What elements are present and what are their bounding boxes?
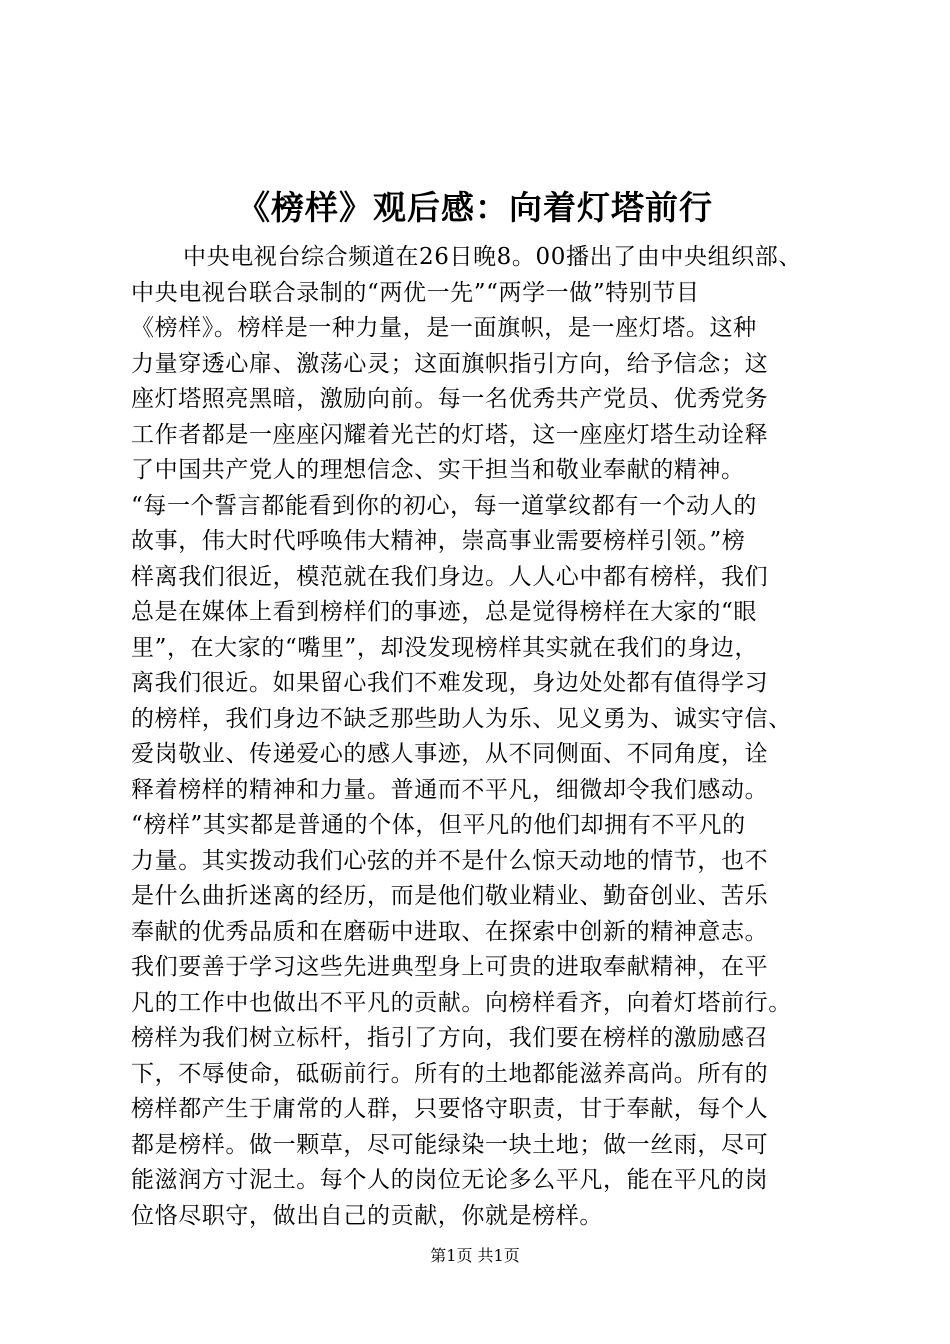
body-line: 中央电视台综合频道在26日晚8。00播出了由中央组织部、	[183, 244, 802, 270]
body-line: 力量。其实拨动我们心弦的并不是什么惊天动地的情节，也不	[131, 847, 769, 874]
article-body	[131, 240, 831, 1234]
body-line: 了中国共产党人的理想信念、实干担当和敬业奉献的精神。	[131, 457, 745, 483]
body-line: 《榜样》。榜样是一种力量，是一面旗帜，是一座灯塔。这种	[131, 315, 757, 341]
body-line: 里”，在大家的“嘴里”，却没发现榜样其实就在我们的身边，	[131, 634, 759, 661]
body-line: 座灯塔照亮黑暗，激励向前。每一名优秀共产党员、优秀党务	[131, 386, 769, 412]
body-line: 样离我们很近，模范就在我们身边。人人心中都有榜样，我们	[131, 563, 769, 590]
body-line: 奉献的优秀品质和在磨砺中进取、在探索中创新的精神意志。	[131, 918, 769, 945]
body-line: 下，不辱使命，砥砺前行。所有的土地都能滋养高尚。所有的	[131, 1060, 769, 1087]
body-line: 离我们很近。如果留心我们不难发现，身边处处都有值得学习	[131, 670, 769, 696]
body-line: 能滋润方寸泥土。每个人的岗位无论多么平凡，能在平凡的岗	[131, 1167, 769, 1193]
body-line: “每一个誓言都能看到你的初心，每一道掌纹都有一个动人的	[131, 492, 757, 519]
body-line: 位恪尽职守，做出自己的贡献，你就是榜样。	[131, 1202, 603, 1229]
body-line: 榜样都产生于庸常的人群，只要恪守职责，甘于奉献，每个人	[131, 1096, 769, 1122]
page-footer: 第1页 共1页	[430, 1246, 520, 1265]
body-line: 故事，伟大时代呼唤伟大精神，崇高事业需要榜样引领。”榜	[131, 528, 746, 554]
body-line: 释着榜样的精神和力量。普通而不平凡，细微却令我们感动。	[131, 776, 769, 803]
body-line: 都是榜样。做一颗草，尽可能绿染一块土地；做一丝雨，尽可	[131, 1131, 769, 1158]
document-title: 《榜样》观后感：向着灯塔前行	[237, 188, 713, 227]
body-line: 总是在媒体上看到榜样们的事迹，总是觉得榜样在大家的“眼	[131, 599, 757, 625]
body-line: 我们要善于学习这些先进典型身上可贵的进取奉献精神，在平	[131, 954, 769, 980]
body-line: 爱岗敬业、传递爱心的感人事迹，从不同侧面、不同角度，诠	[131, 741, 769, 767]
body-line: 榜样为我们树立标杆，指引了方向，我们要在榜样的激励感召	[131, 1025, 769, 1051]
body-line: 中央电视台联合录制的“两优一先”“两学一做”特别节目	[131, 279, 700, 306]
body-line: 的榜样，我们身边不缺乏那些助人为乐、见义勇为、诚实守信、	[131, 705, 792, 732]
body-line: 力量穿透心扉、激荡心灵；这面旗帜指引方向，给予信念；这	[131, 350, 769, 377]
body-line: 是什么曲折迷离的经历，而是他们敬业精业、勤奋创业、苦乐	[131, 883, 769, 909]
body-line: “榜样”其实都是普通的个体，但平凡的他们却拥有不平凡的	[131, 812, 746, 838]
body-line: 工作者都是一座座闪耀着光芒的灯塔，这一座座灯塔生动诠释	[131, 421, 769, 448]
body-line: 凡的工作中也做出不平凡的贡献。向榜样看齐，向着灯塔前行。	[131, 989, 792, 1016]
